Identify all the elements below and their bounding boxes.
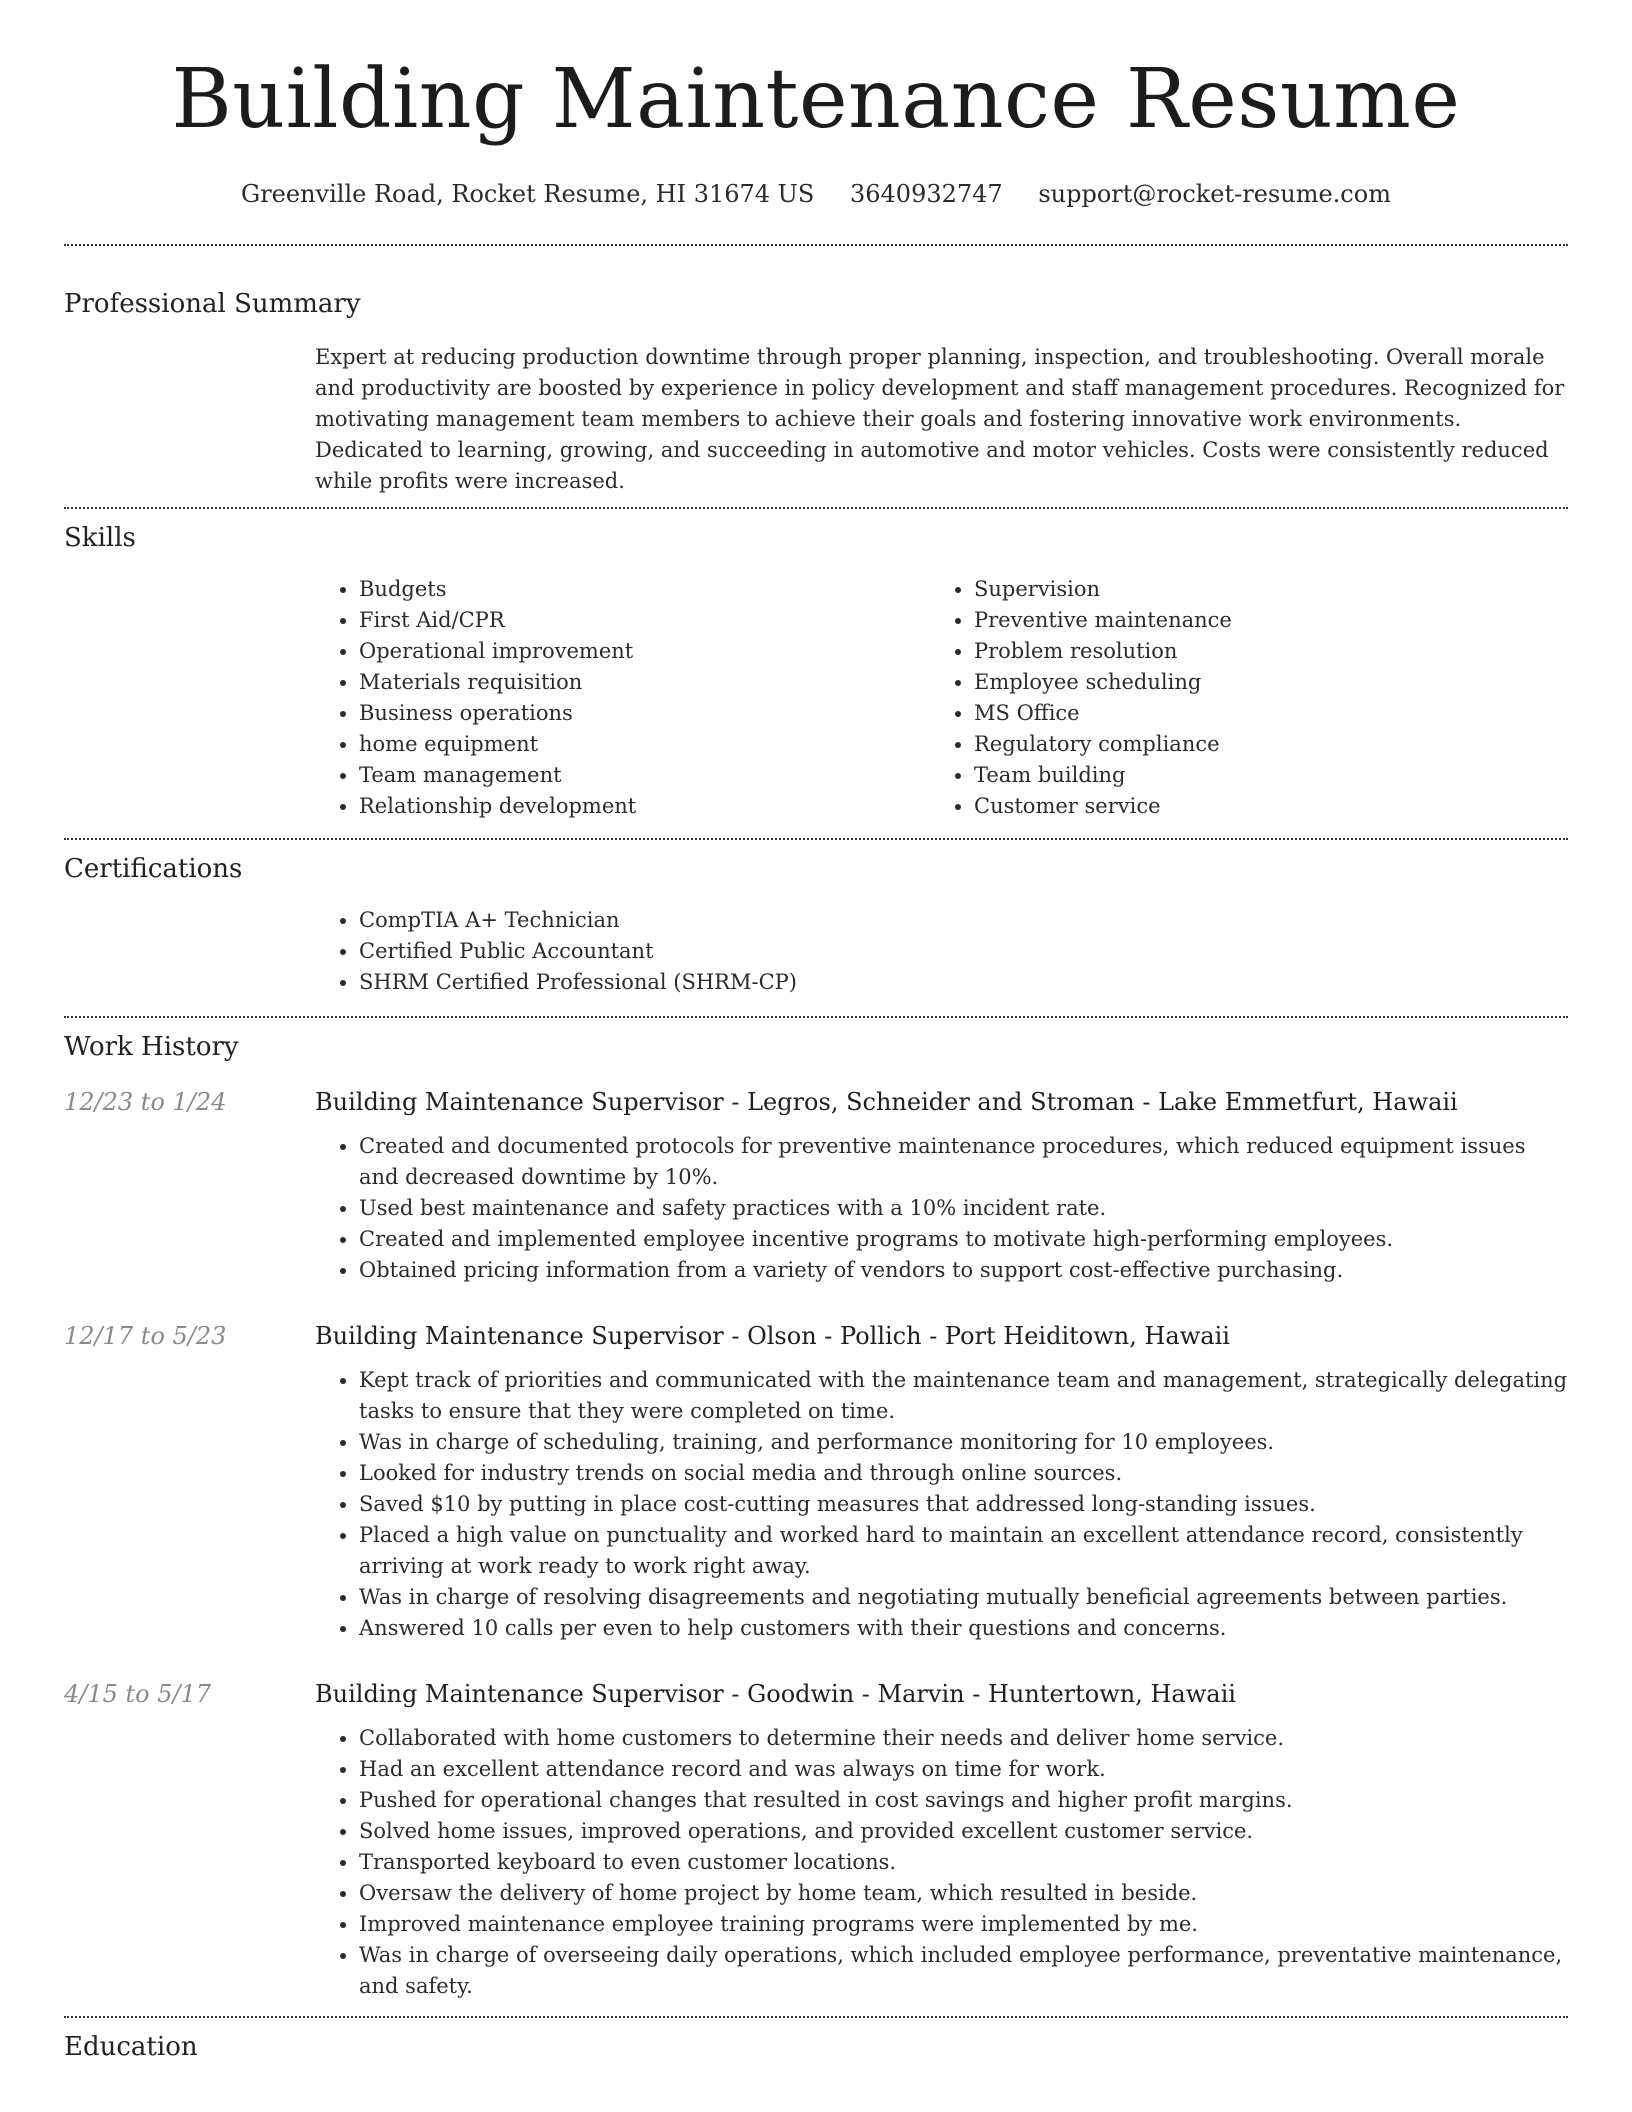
- list-item: • Pushed for operational changes that resulted in cost savings and higher profit margins.: [359, 1785, 1568, 1816]
- skills-grid: [315, 574, 1568, 822]
- list-item: • Was in charge of resolving disagreements and negotiating mutually beneficial agreements between parties.: [359, 1582, 1568, 1613]
- list-item: • Improved maintenance employee training programs were implemented by me.: [359, 1909, 1568, 1940]
- list-item: • Saved $10 by putting in place cost-cutting measures that addressed long-standing issues.: [359, 1489, 1568, 1520]
- contact-line: [64, 178, 1568, 210]
- list-item: • Collaborated with home customers to determine their needs and deliver home service.: [359, 1723, 1568, 1754]
- list-item: • Customer service: [974, 791, 1545, 822]
- list-item: • Transported keyboard to even customer locations.: [359, 1847, 1568, 1878]
- summary-heading: Professional Summary: [64, 289, 361, 319]
- list-item: • Business operations: [359, 698, 930, 729]
- job-entry: [64, 1677, 1568, 2002]
- summary-text: Expert at reducing production downtime through proper planning, inspection, and troubleshooting. Overall morale and productivity are boosted by experience in policy development and staff management procedures. Recognized for motivating management team members to achieve their goals and fostering innovative work environments. Dedicated to learning, growing, and succeeding in automotive and motor vehicles. Costs were consistently reduced while profits were increased.: [315, 345, 1565, 493]
- job-entry: [64, 1319, 1568, 1644]
- contact-email: support@rocket-resume.com: [1038, 180, 1391, 208]
- job-title: Building Maintenance Supervisor - Goodwin - Marvin - Huntertown, Hawaii: [315, 1680, 1236, 1708]
- list-item: • Budgets: [359, 574, 930, 605]
- list-item: • Used best maintenance and safety practices with a 10% incident rate.: [359, 1193, 1568, 1224]
- job-dates: 12/17 to 5/23: [64, 1322, 227, 1350]
- list-item: • Team management: [359, 760, 930, 791]
- skills-heading: Skills: [64, 523, 136, 553]
- certifications-heading: Certifications: [64, 854, 243, 884]
- list-item: • First Aid/CPR: [359, 605, 930, 636]
- list-item: • SHRM Certified Professional (SHRM-CP): [359, 967, 1568, 998]
- job-title: Building Maintenance Supervisor - Legros, Schneider and Stroman - Lake Emmetfurt, Hawaii: [315, 1088, 1458, 1116]
- summary-section: [64, 246, 1568, 497]
- job-body: [315, 1085, 1568, 1286]
- list-item: • Created and implemented employee incentive programs to motivate high-performing employees.: [359, 1224, 1568, 1255]
- job-body: [315, 1677, 1568, 2002]
- skills-list-right: [930, 574, 1545, 822]
- list-item: • Operational improvement: [359, 636, 930, 667]
- list-item: • Supervision: [974, 574, 1545, 605]
- list-item: • Oversaw the delivery of home project by home team, which resulted in beside.: [359, 1878, 1568, 1909]
- list-item: • CompTIA A+ Technician: [359, 905, 1568, 936]
- list-item: • Obtained pricing information from a variety of vendors to support cost-effective purchasing.: [359, 1255, 1568, 1286]
- list-item: • Kept track of priorities and communicated with the maintenance team and management, strategically delegating tasks to ensure that they were completed on time.: [359, 1365, 1568, 1427]
- skills-section: [64, 509, 1568, 822]
- job-list: [64, 1085, 1568, 2002]
- list-item: • Team building: [974, 760, 1545, 791]
- education-heading: Education: [64, 2032, 198, 2062]
- list-item: • Had an excellent attendance record and was always on time for work.: [359, 1754, 1568, 1785]
- job-dates: 12/23 to 1/24: [64, 1088, 227, 1116]
- list-item: • Created and documented protocols for preventive maintenance procedures, which reduced equipment issues and decreased downtime by 10%.: [359, 1131, 1568, 1193]
- list-item: • Materials requisition: [359, 667, 930, 698]
- list-item: • Certified Public Accountant: [359, 936, 1568, 967]
- list-item: • Answered 10 calls per even to help customers with their questions and concerns.: [359, 1613, 1568, 1644]
- list-item: • Relationship development: [359, 791, 930, 822]
- list-item: • home equipment: [359, 729, 930, 760]
- job-dates: 4/15 to 5/17: [64, 1680, 212, 1708]
- list-item: • MS Office: [974, 698, 1545, 729]
- job-title: Building Maintenance Supervisor - Olson - Pollich - Port Heiditown, Hawaii: [315, 1322, 1230, 1350]
- work-history-heading: Work History: [64, 1032, 239, 1062]
- list-item: • Looked for industry trends on social media and through online sources.: [359, 1458, 1568, 1489]
- list-item: • Was in charge of overseeing daily operations, which included employee performance, preventative maintenance, and safety.: [359, 1940, 1568, 2002]
- list-item: • Was in charge of scheduling, training, and performance monitoring for 10 employees.: [359, 1427, 1568, 1458]
- list-item: • Problem resolution: [974, 636, 1545, 667]
- certifications-section: [64, 840, 1568, 998]
- skills-column-left: [315, 574, 930, 822]
- contact-phone: 3640932747: [849, 180, 1003, 208]
- work-history-section: [64, 1018, 1568, 2002]
- list-item: • Placed a high value on punctuality and worked hard to maintain an excellent attendance record, consistently arriving at work ready to work right away.: [359, 1520, 1568, 1582]
- skills-column-right: [930, 574, 1545, 822]
- job-entry: [64, 1085, 1568, 1286]
- certifications-block: [315, 905, 1568, 998]
- skills-list-left: [315, 574, 930, 822]
- education-section: [64, 2018, 1568, 2065]
- job-bullet-list: [315, 1723, 1568, 2002]
- job-bullet-list: [315, 1131, 1568, 1286]
- job-body: [315, 1319, 1568, 1644]
- list-item: • Solved home issues, improved operations, and provided excellent customer service.: [359, 1816, 1568, 1847]
- resume-title: Building Maintenance Resume: [171, 52, 1461, 147]
- resume-header: [64, 0, 1568, 210]
- list-item: • Preventive maintenance: [974, 605, 1545, 636]
- list-item: • Employee scheduling: [974, 667, 1545, 698]
- certifications-list: [315, 905, 1568, 998]
- list-item: • Regulatory compliance: [974, 729, 1545, 760]
- contact-address: Greenville Road, Rocket Resume, HI 31674 US: [241, 180, 815, 208]
- job-bullet-list: [315, 1365, 1568, 1644]
